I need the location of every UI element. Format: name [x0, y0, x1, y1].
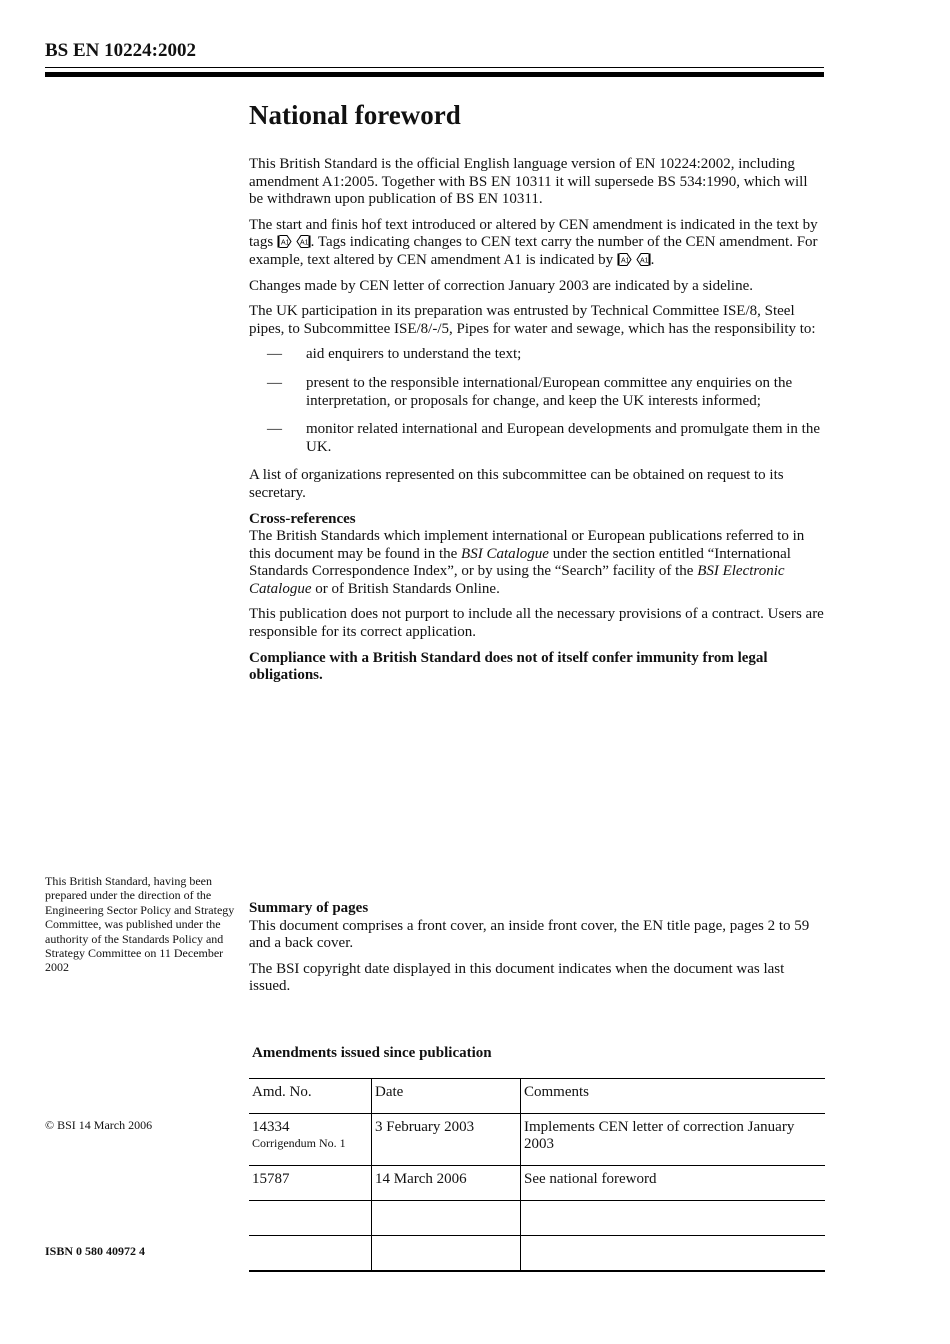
svg-text:A1: A1 [639, 257, 649, 265]
paragraph: This publication does not purport to include all the necessary provisions of a contract. Users are responsible for its correct application. [249, 606, 824, 641]
dash-bullet: — [267, 346, 282, 363]
list-item-text: present to the responsible international/European committee any enquiries on the interpretation, or proposals for change, and keep the UK interests informed; [306, 374, 793, 409]
amendment-date: 3 February 2003 [372, 1114, 521, 1166]
table-header-row [249, 1079, 825, 1114]
amendment-close-tag-icon [636, 253, 651, 266]
amendment-number: 14334 [252, 1119, 290, 1135]
compliance-statement: Compliance with a British Standard does not of itself confer immunity from legal obligations. [249, 649, 768, 684]
column-header: Amd. No. [252, 1084, 312, 1100]
empty-cell [372, 1236, 521, 1271]
header-rule-thin [45, 67, 824, 68]
column-header: Comments [521, 1079, 826, 1114]
page-title: National foreword [249, 100, 461, 130]
amendment-comments: See national foreword [521, 1166, 826, 1201]
svg-text:A1: A1 [299, 239, 309, 247]
paragraph-text: The British Standards which implement international or European publications referred to in this document may be found in the [249, 528, 805, 562]
table-row [249, 1114, 825, 1166]
publication-note: This British Standard, having been prepared under the direction of the Engineering Sector Policy and Strategy Committee, was published under the authority of the Standards Policy and Strategy Committee on 11 December 2002 [45, 874, 235, 975]
catalogue-name: BSI Catalogue [461, 545, 549, 562]
paragraph: The UK participation in its preparation was entrusted by Technical Committee ISE/8, Steel pipes, to Subcommittee ISE/8/-/5, Pipes for water and sewage, which has the responsibility to: [249, 303, 816, 337]
empty-cell [372, 1201, 521, 1236]
amendments-title: Amendments issued since publication [252, 1045, 492, 1061]
paragraph: This document comprises a front cover, an inside front cover, the EN title page, pages 2 to 59 and a back cover. [249, 917, 810, 952]
cross-references-heading: Cross-references [249, 510, 356, 527]
amendment-close-tag-icon [296, 235, 311, 248]
amendment-open-tag-icon [617, 253, 632, 266]
empty-cell [249, 1201, 372, 1236]
paragraph: A list of organizations represented on this subcommittee can be obtained on request to its secretary. [249, 467, 784, 501]
empty-table-row [249, 1236, 825, 1271]
amendments-table [249, 1078, 825, 1272]
paragraph-text: or of British Standards Online. [315, 580, 500, 597]
header-rule-thick [45, 72, 824, 77]
list-item [249, 421, 825, 456]
responsibility-list [249, 346, 825, 456]
list-item [249, 346, 825, 364]
table-row [249, 1166, 825, 1201]
foreword-body [249, 156, 825, 693]
list-item [249, 375, 825, 410]
dash-bullet: — [267, 421, 282, 438]
amendment-date: 14 March 2006 [372, 1166, 521, 1201]
dash-bullet: — [267, 374, 282, 391]
isbn: ISBN 0 580 40972 4 [45, 1244, 146, 1258]
empty-table-row [249, 1201, 825, 1236]
column-header: Date [372, 1079, 521, 1114]
paragraph: Changes made by CEN letter of correction January 2003 are indicated by a sideline. [249, 277, 753, 294]
amendment-number-cell [249, 1114, 372, 1166]
summary-heading: Summary of pages [249, 900, 369, 916]
amendment-open-tag-icon [277, 235, 292, 248]
list-item-text: aid enquirers to understand the text; [306, 346, 522, 363]
paragraph-text: . Tags indicating changes to CEN text carry the number of the CEN amendment. For example, text altered by CEN amendment A1 is indicated by [249, 234, 818, 268]
svg-text:A1: A1 [620, 257, 630, 265]
paragraph-tags [249, 217, 825, 270]
paragraph-text: under the section entitled “International Standards Correspondence Index”, or by using the “Search” facility of the [249, 545, 791, 580]
catalogue-name: BSI Electronic Catalogue [249, 563, 785, 597]
list-item-text: monitor related international and European developments and promulgate them in the UK. [306, 421, 821, 455]
document-id: BS EN 10224:2002 [45, 40, 196, 61]
paragraph: The BSI copyright date displayed in this document indicates when the document was last issued. [249, 960, 785, 995]
copyright-notice: © BSI 14 March 2006 [45, 1118, 153, 1132]
summary-of-pages [249, 900, 825, 1004]
amendment-number: 15787 [252, 1171, 290, 1187]
amendment-comments: Implements CEN letter of correction January 2003 [521, 1114, 826, 1166]
amendment-subtitle: Corrigendum No. 1 [252, 1136, 346, 1150]
empty-cell [249, 1236, 372, 1271]
svg-text:A1: A1 [280, 239, 290, 247]
amendment-number-cell [249, 1166, 372, 1201]
empty-cell [521, 1201, 826, 1236]
paragraph: This British Standard is the official English language version of EN 10224:2002, including amendment A1:2005. Together with BS EN 10311 it will supersede BS 534:1990, which will be withdrawn upon publication of BS EN 10311. [249, 156, 808, 208]
cross-references-text [249, 528, 825, 598]
paragraph-text: The start and finis hof text introduced or altered by CEN amendment is indicated in the text by tags [249, 216, 818, 251]
paragraph-text: . [650, 251, 655, 268]
empty-cell [521, 1236, 826, 1271]
